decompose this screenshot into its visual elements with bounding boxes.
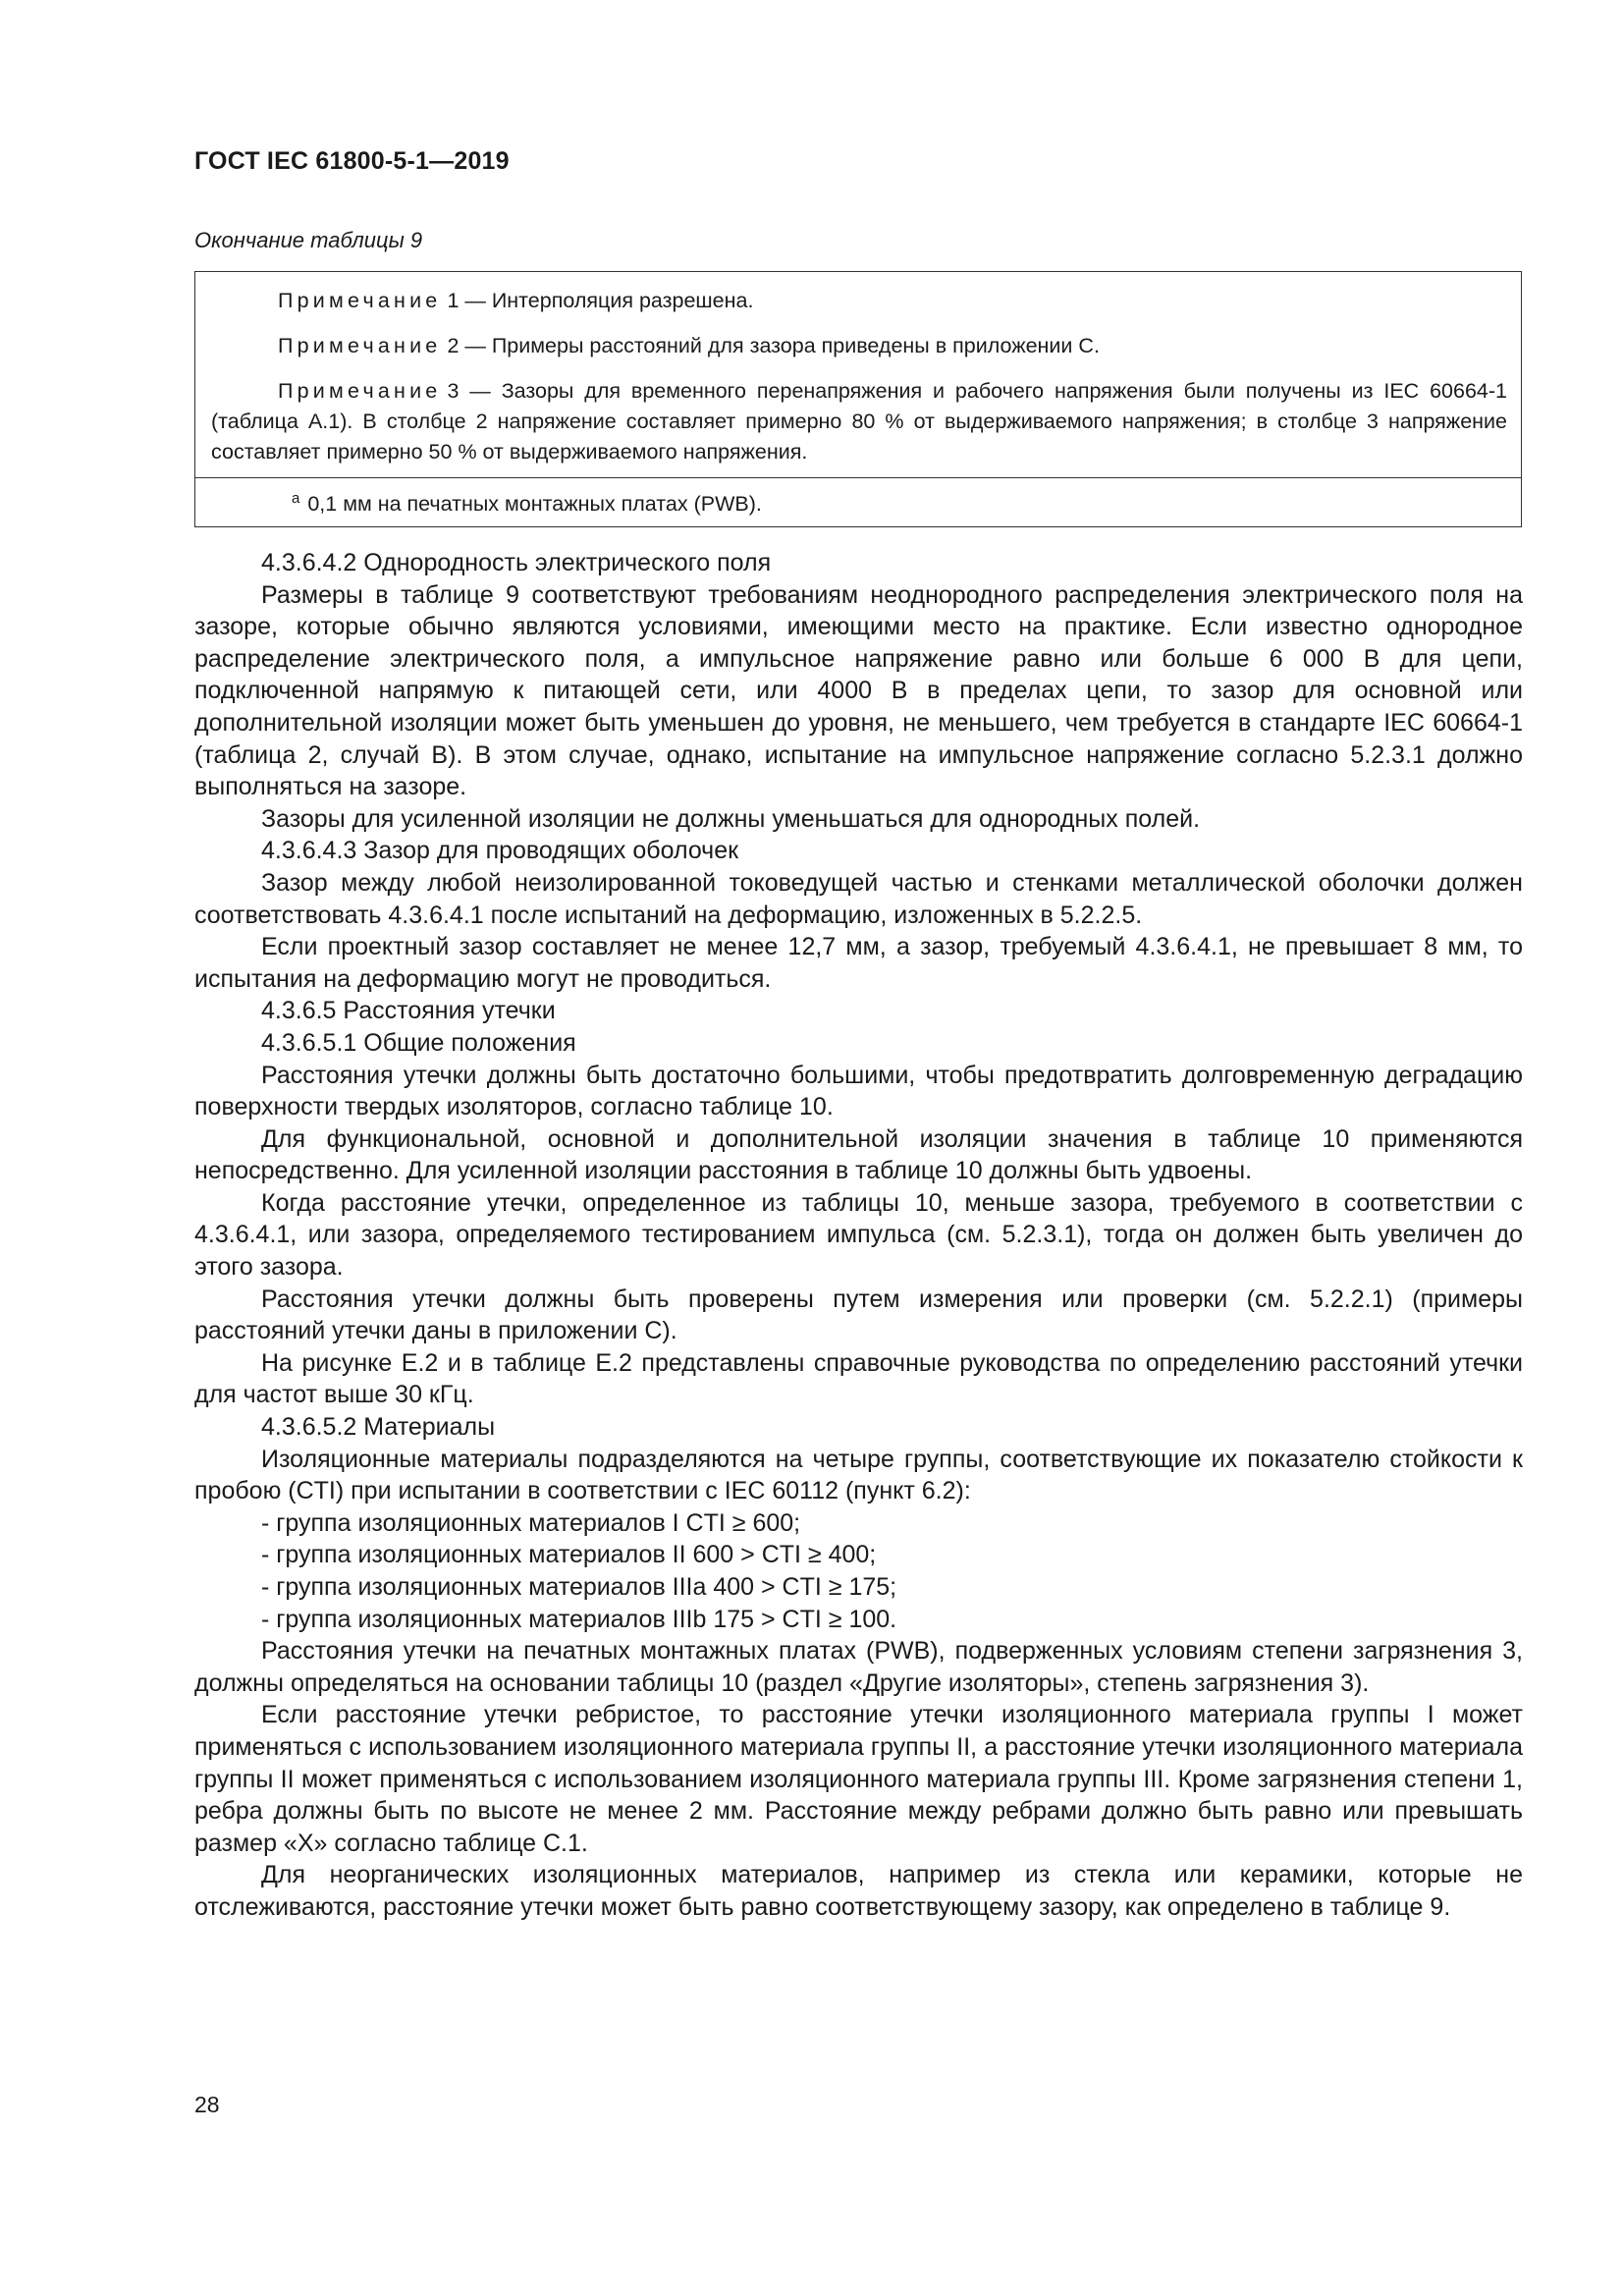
footnote-text: 0,1 мм на печатных монтажных платах (PWB). [307, 492, 762, 516]
paragraph: Изоляционные материалы подразделяются на четыре группы, соответствующие их показателю стойкости к пробою (CTI) при испытании в соответствии с IEC 60112 (пункт 6.2): [194, 1445, 1523, 1505]
note-label: Примечание [278, 334, 442, 357]
list-item: - группа изоляционных материалов I CTI ≥ 600; [261, 1508, 801, 1537]
note-label: Примечание [278, 379, 442, 403]
note-text: 3 — Зазоры для временного перенапряжения и рабочего напряжения были получены из IEC 60664-1 (таблица А.1). В столбце 2 напряжение составляет примерно 80 % от выдерживаемого напряжения; в столбце 3 напряжение составляет примерно 50 % от выдерживаемого напряжения. [211, 379, 1507, 464]
section-heading: 4.3.6.4.2 Однородность электрического поля [261, 549, 772, 576]
list-item: - группа изоляционных материалов IIIa 400 > CTI ≥ 175; [261, 1573, 897, 1601]
table-note [211, 376, 1507, 467]
paragraph: Если проектный зазор составляет не менее 12,7 мм, а зазор, требуемый 4.3.6.4.1, не превышает 8 мм, то испытания на деформацию могут не проводиться. [194, 933, 1523, 993]
table-continuation-caption: Окончание таблицы 9 [194, 228, 423, 252]
paragraph: Размеры в таблице 9 соответствуют требованиям неоднородного распределения электрического поля на зазоре, которые обычно являются условиями, имеющими место на практике. Если известно однородное распределение электрического поля, а импульсное напряжение равно или больше 6 000 В для цепи, подключенной напрямую к питающей сети, или 4000 В в пределах цепи, то зазор для основной или дополнительной изоляции может быть уменьшен до уровня, не меньшего, чем требуется в стандарте IEC 60664-1 (таблица 2, случай В). В этом случае, однако, испытание на импульсное напряжение согласно 5.2.3.1 должно выполняться на зазоре. [194, 580, 1523, 801]
paragraph: На рисунке Е.2 и в таблице Е.2 представлены справочные руководства по определению расстояний утечки для частот выше 30 кГц. [194, 1348, 1523, 1409]
table-note [211, 331, 1507, 361]
footnote-mark: а [292, 490, 300, 507]
section-heading: 4.3.6.4.3 Зазор для проводящих оболочек [261, 837, 739, 865]
note-text: 2 — Примеры расстояний для зазора приведены в приложении С. [447, 334, 1100, 357]
list-item: - группа изоляционных материалов II 600 > CTI ≥ 400; [261, 1541, 877, 1569]
paragraph: Когда расстояние утечки, определенное из таблицы 10, меньше зазора, требуемого в соответствии с 4.3.6.4.1, или зазора, определяемого тестированием импульса (см. 5.2.3.1), тогда он должен быть увеличен до этого зазора. [194, 1188, 1523, 1282]
paragraph: Расстояния утечки на печатных монтажных платах (PWB), подверженных условиям степени загрязнения 3, должны определяться на основании таблицы 10 (раздел «Другие изоляторы», степень загрязнения 3). [194, 1637, 1523, 1697]
paragraph: Для функциональной, основной и дополнительной изоляции значения в таблице 10 применяются непосредственно. Для усиленной изоляции расстояния в таблице 10 должны быть удвоены. [194, 1124, 1523, 1185]
paragraph: Для неорганических изоляционных материалов, например из стекла или керамики, которые не отслеживаются, расстояние утечки может быть равно соответствующему зазору, как определено в таблице 9. [194, 1861, 1523, 1921]
paragraph: Расстояния утечки должны быть проверены путем измерения или проверки (см. 5.2.2.1) (примеры расстояний утечки даны в приложении С). [194, 1285, 1523, 1345]
table-footnote-row [195, 478, 1521, 526]
section-heading: 4.3.6.5.1 Общие положения [261, 1028, 576, 1057]
paragraph: Зазор между любой неизолированной токоведущей частью и стенками металлической оболочки должен соответствовать 4.3.6.4.1 после испытаний на деформацию, изложенных в 5.2.2.5. [194, 868, 1523, 929]
list-item: - группа изоляционных материалов IIIb 175 > CTI ≥ 100. [261, 1605, 897, 1633]
section-heading: 4.3.6.5 Расстояния утечки [261, 997, 556, 1025]
table-note [211, 286, 1507, 316]
paragraph: Зазоры для усиленной изоляции не должны уменьшаться для однородных полей. [261, 804, 1201, 833]
note-label: Примечание [278, 289, 442, 312]
document-header: ГОСТ IEC 61800-5-1—2019 [194, 147, 510, 175]
table-notes [195, 272, 1521, 478]
paragraph: Расстояния утечки должны быть достаточно большими, чтобы предотвратить долговременную деградацию поверхности твердых изоляторов, согласно таблице 10. [194, 1061, 1523, 1121]
paragraph: Если расстояние утечки ребристое, то расстояние утечки изоляционного материала группы I может применяться с использованием изоляционного материала группы II, а расстояние утечки изоляционного материала группы II может применяться с использованием изоляционного материала группы III. Кроме загрязнения степени 1, ребра должны быть по высоте не менее 2 мм. Расстояние между ребрами должно быть равно или превышать размер «X» согласно таблице С.1. [194, 1701, 1523, 1857]
table-notes-box [194, 271, 1522, 527]
note-text: 1 — Интерполяция разрешена. [447, 289, 754, 312]
table-footnote [211, 484, 1507, 519]
section-heading: 4.3.6.5.2 Материалы [261, 1413, 496, 1442]
page-number: 28 [194, 2092, 220, 2117]
body-text [194, 547, 1523, 1924]
